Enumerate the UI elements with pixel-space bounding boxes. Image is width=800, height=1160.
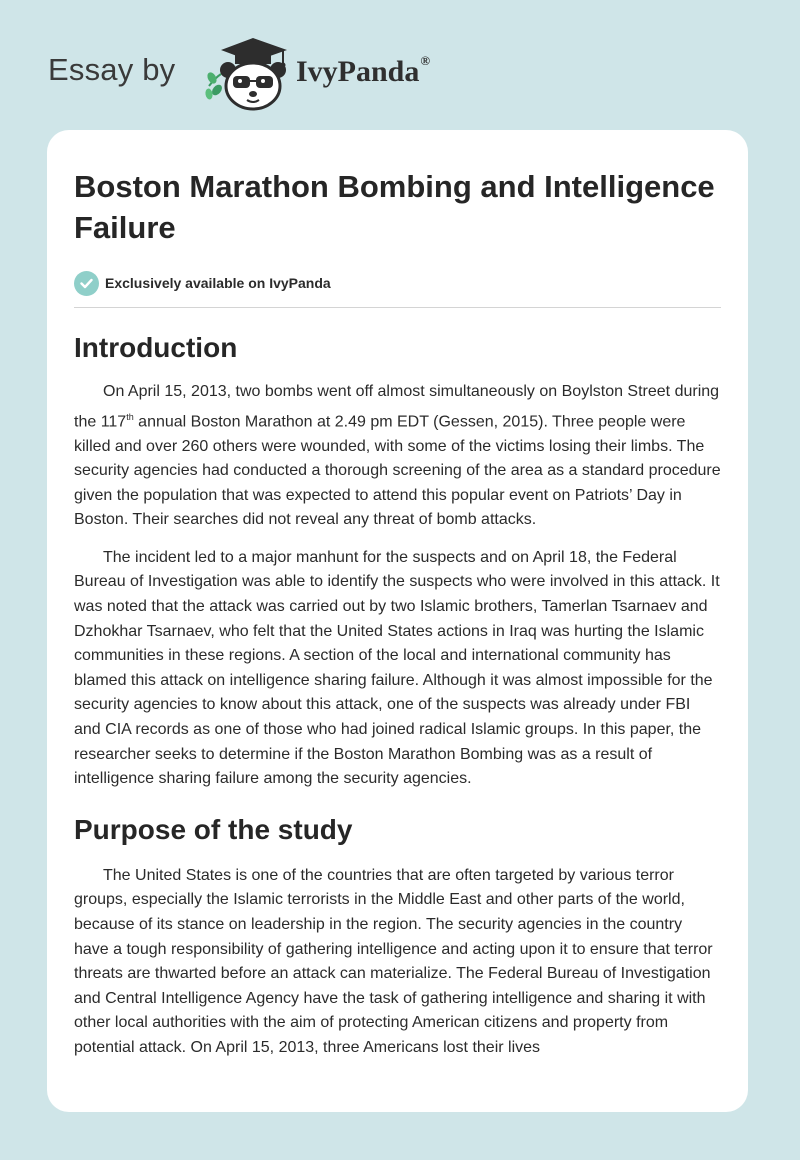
section-heading-purpose: Purpose of the study bbox=[74, 813, 353, 845]
exclusive-notice bbox=[74, 270, 721, 296]
check-icon bbox=[74, 271, 99, 296]
essay-title: Boston Marathon Bombing and Intelligence Failure bbox=[74, 169, 715, 245]
essay-by-label: Essay by bbox=[48, 52, 176, 87]
trademark-mark: ® bbox=[420, 53, 431, 68]
paragraph: The incident led to a major manhunt for the suspects and on April 18, the Federal Bureau of Investigation was able to identify the suspects who were involved in this attack. It was noted that the attack was carried out by two Islamic brothers, Tamerlan Tsarnaev and Dzhokhar Tsarnaev, who felt that the United States actions in Iraq was hurting the Islamic communities in these regions. A section of the local and international community has blamed this attack on intelligence sharing failure. Although it was almost impossible for the security agencies to know about this attack, one of the suspects was already under FBI and CIA records as one of those who had joined radical Islamic groups. In this paper, the researcher seeks to determine if the Boston Marathon Bombing was as a result of intelligence sharing failure among the security agencies. bbox=[74, 548, 720, 788]
paragraph: The United States is one of the countries that are often targeted by various terror groups, especially the Islamic terrorists in the Middle East and other parts of the world, because of its stance on leadership in the region. The security agencies in the country have a tough responsibility of gathering intelligence and acting upon it to ensure that terror threats are thwarted before an attack can materialize. The Federal Bureau of Investigation and Central Intelligence Agency have the task of gathering intelligence and sharing it with other local authorities with the aim of protecting American citizens and property from potential attack. On April 15, 2013, three Americans lost their lives bbox=[74, 866, 713, 1056]
essay-card bbox=[47, 130, 748, 1112]
brand-text: IvyPanda bbox=[296, 55, 420, 88]
paragraph-text: On April 15, 2013, two bombs went off almost simultaneously on Boylston Street during the 117 bbox=[74, 383, 720, 430]
ordinal-suffix: th bbox=[126, 411, 134, 422]
brand-name[interactable] bbox=[296, 55, 430, 89]
paragraph-text: annual Boston Marathon at 2.49 pm EDT (Gessen, 2015). Three people were killed and over 260 others were wounded, with some of the victims losing their limbs. The security agencies had conducted a thorough screening of the area as a standard procedure given the population that was expected to attend this popular event on Patriots’ Day in Boston. Their searches did not reveal any threat of bomb attacks. bbox=[74, 412, 721, 529]
exclusive-label: Exclusively available on IvyPanda bbox=[105, 275, 331, 291]
site-header bbox=[0, 0, 800, 130]
paragraph bbox=[74, 380, 721, 533]
panda-logo-icon[interactable] bbox=[203, 34, 289, 112]
section-heading-introduction: Introduction bbox=[74, 332, 238, 363]
divider bbox=[74, 307, 721, 308]
